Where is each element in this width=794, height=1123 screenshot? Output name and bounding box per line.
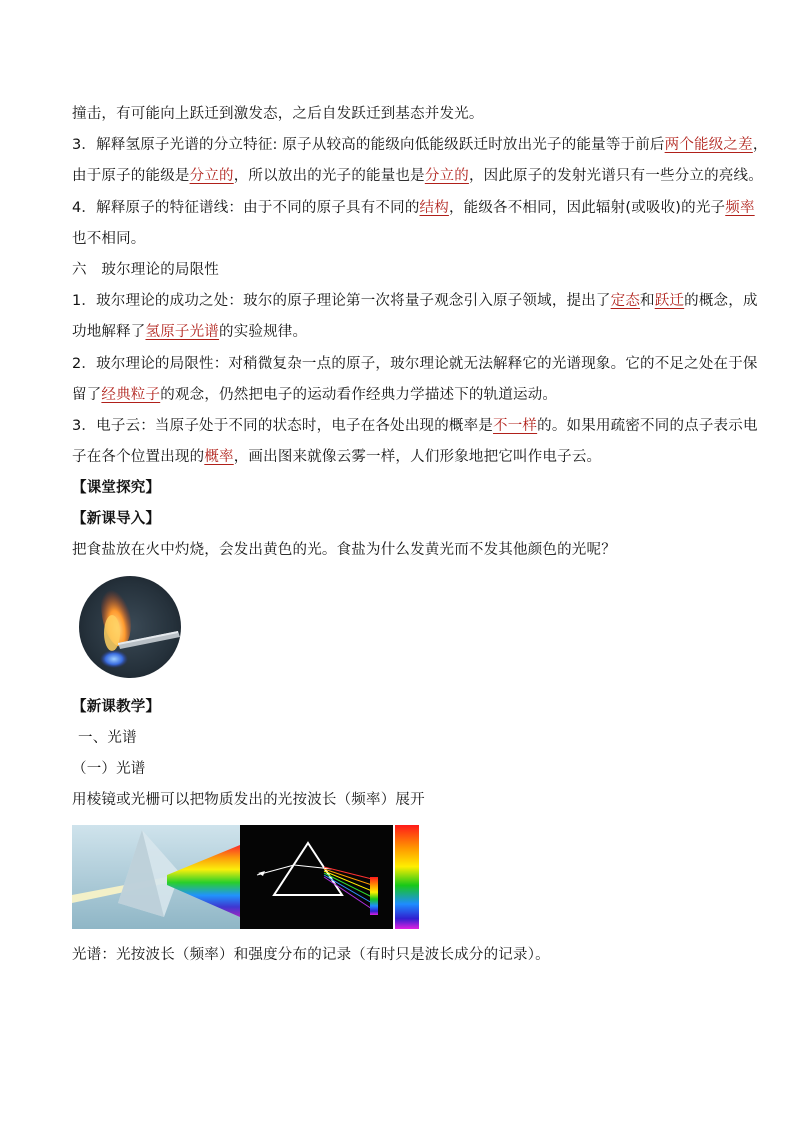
key-term: 频率 <box>725 200 755 216</box>
paragraph-4-line-2: 也不相同。 <box>72 231 146 247</box>
intro-paragraph: 把食盐放在火中灼烧，会发出黄色的光。食盐为什么发黄光而不发其他颜色的光呢？ <box>72 542 616 558</box>
key-term: 分立的 <box>189 168 234 184</box>
key-term: 概率 <box>204 449 234 465</box>
heading-new-lesson-teaching: 【新课教学】 <box>72 699 161 715</box>
section-heading-spectrum: 一、光谱 <box>78 730 137 746</box>
paragraph-q3-line-1: 3．电子云：当原子处于不同的状态时，电子在各处出现的概率是不一样的。如果用疏密不同的点子表示电 <box>72 418 758 434</box>
paragraph-3-line-2: 由于原子的能级是分立的，所以放出的光子的能量也是分立的，因此原子的发射光谱只有一些分立的亮线。 <box>72 168 763 184</box>
paragraph-q1-line-1: 1．玻尔理论的成功之处：玻尔的原子理论第一次将量子观念引入原子领域，提出了定态和跃迁的概念，成 <box>72 293 758 309</box>
key-term: 分立的 <box>424 168 469 184</box>
salt-flame-photo <box>78 575 182 679</box>
key-term: 跃迁 <box>654 293 685 309</box>
spectrum-definition: 光谱：光按波长（频率）和强度分布的记录（有时只是波长成分的记录）。 <box>72 947 550 963</box>
paragraph-line: 撞击，有可能向上跃迁到激发态，之后自发跃迁到基态并发光。 <box>72 106 484 122</box>
heading-new-lesson-intro: 【新课导入】 <box>72 511 161 527</box>
paragraph-q1-line-2: 功地解释了氢原子光谱的实验规律。 <box>72 324 308 340</box>
paragraph-4-line-1: 4．解释原子的特征谱线：由于不同的原子具有不同的结构，能级各不相同，因此辐射(或吸收)的光子频率 <box>72 200 755 216</box>
key-term: 经典粒子 <box>101 387 161 403</box>
flame-image <box>78 575 182 679</box>
paragraph-q3-line-2: 子在各个位置出现的概率，画出图来就像云雾一样，人们形象地把它叫作电子云。 <box>72 449 602 465</box>
key-term: 氢原子光谱 <box>145 324 219 340</box>
paragraph-q2-line-2: 留了经典粒子的观念，仍然把电子的运动看作经典力学描述下的轨道运动。 <box>72 387 558 403</box>
prism-dispersion-figure <box>72 825 422 929</box>
subsection-heading-spectrum: （一）光谱 <box>72 761 146 777</box>
paragraph-q2-line-1: 2．玻尔理论的局限性：对稍微复杂一点的原子，玻尔理论就无法解释它的光谱现象。它的不足之处在于保 <box>72 356 758 372</box>
key-term: 定态 <box>610 293 641 309</box>
heading-classroom-explore: 【课堂探究】 <box>72 480 161 496</box>
paragraph-3-line-1: 3．解释氢原子光谱的分立特征: 原子从较高的能级向低能级跃迁时放出光子的能量等于前后两个能级之差， <box>72 137 768 153</box>
section-heading-6: 六 玻尔理论的局限性 <box>72 262 219 278</box>
key-term: 两个能级之差 <box>664 137 753 153</box>
key-term: 结构 <box>419 200 449 216</box>
key-term: 不一样 <box>493 418 538 434</box>
prism-image <box>72 825 422 929</box>
spread-paragraph: 用棱镜或光栅可以把物质发出的光按波长（频率）展开 <box>72 792 425 808</box>
